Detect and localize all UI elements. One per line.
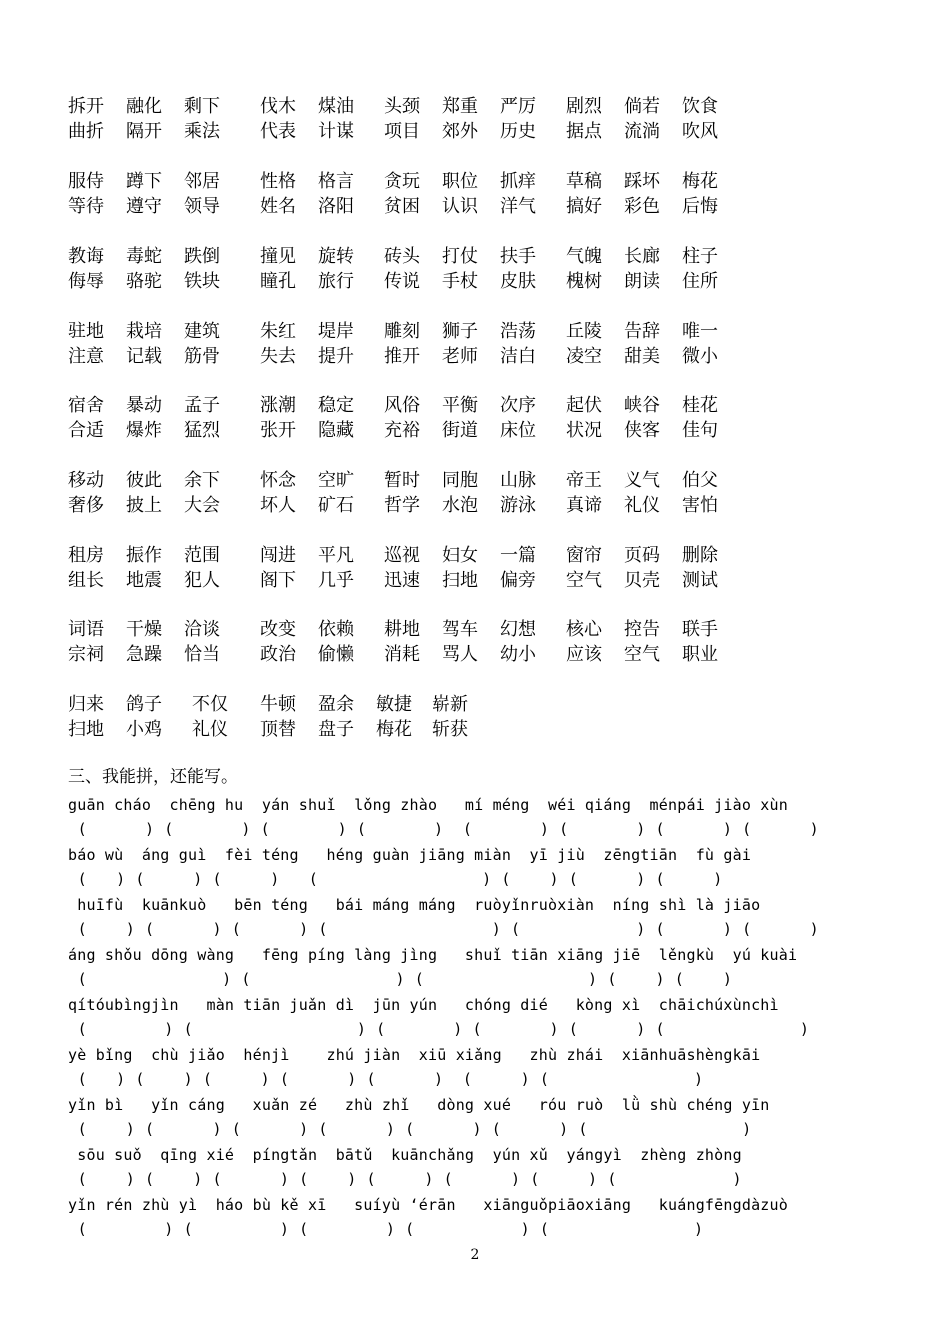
vocabulary-word: 彼此 <box>126 470 162 491</box>
vocabulary-word: 平衡 <box>442 395 478 416</box>
vocabulary-word: 撞见 <box>260 246 296 267</box>
vocabulary-word: 页码 <box>624 545 660 566</box>
vocabulary-word: 严厉 <box>500 96 536 117</box>
vocabulary-word: 长廊 <box>624 246 660 267</box>
pinyin-row: yè bǐng chù jiǎo hénjì zhú jiàn xiū xiǎng zhù zhái xiānhuāshèngkāi <box>68 1046 761 1064</box>
vocabulary-word: 迅速 <box>384 570 420 591</box>
vocabulary-word: 街道 <box>442 420 478 441</box>
vocabulary-word: 坏人 <box>260 495 296 516</box>
vocabulary-word: 贫困 <box>384 196 420 217</box>
vocabulary-word: 伯父 <box>682 470 718 491</box>
vocabulary-word: 职业 <box>682 644 718 665</box>
vocabulary-word: 柱子 <box>682 246 718 267</box>
vocabulary-word: 真谛 <box>566 495 602 516</box>
vocabulary-word: 暂时 <box>384 470 420 491</box>
vocabulary-word: 老师 <box>442 346 478 367</box>
answer-brackets-row[interactable]: ( ) ( ) ( ) ( ) ( ) ( ) ( ) <box>68 1120 752 1138</box>
vocabulary-word: 驾车 <box>442 619 478 640</box>
vocabulary-word: 租房 <box>68 545 104 566</box>
vocabulary-word: 害怕 <box>682 495 718 516</box>
vocabulary-word: 剩下 <box>184 96 220 117</box>
vocabulary-word: 邻居 <box>184 171 220 192</box>
vocabulary-word: 倘若 <box>624 96 660 117</box>
vocabulary-word: 丘陵 <box>566 321 602 342</box>
vocabulary-word: 扶手 <box>500 246 536 267</box>
vocabulary-word: 贝壳 <box>624 570 660 591</box>
vocabulary-word: 消耗 <box>384 644 420 665</box>
vocabulary-word: 空气 <box>566 570 602 591</box>
vocabulary-word: 小鸡 <box>126 719 162 740</box>
pinyin-row: huīfù kuānkuò bēn téng bái máng máng ruòyǐnruòxiàn níng shì là jiāo <box>68 896 761 914</box>
vocabulary-word: 后悔 <box>682 196 718 217</box>
vocabulary-word: 耕地 <box>384 619 420 640</box>
vocabulary-word: 流淌 <box>624 121 660 142</box>
vocabulary-word: 融化 <box>126 96 162 117</box>
vocabulary-word: 偏旁 <box>500 570 536 591</box>
vocabulary-word: 朗读 <box>624 271 660 292</box>
vocabulary-word: 遵守 <box>126 196 162 217</box>
vocabulary-word: 跌倒 <box>184 246 220 267</box>
vocabulary-word: 洋气 <box>500 196 536 217</box>
vocabulary-word: 拆开 <box>68 96 104 117</box>
vocabulary-word: 曲折 <box>68 121 104 142</box>
vocabulary-word: 教诲 <box>68 246 104 267</box>
vocabulary-word: 顶替 <box>260 719 296 740</box>
vocabulary-word: 峡谷 <box>624 395 660 416</box>
vocabulary-word: 崭新 <box>432 694 468 715</box>
vocabulary-word: 骆驼 <box>126 271 162 292</box>
vocabulary-word: 洛阳 <box>318 196 354 217</box>
vocabulary-word: 雕刻 <box>384 321 420 342</box>
vocabulary-word: 控告 <box>624 619 660 640</box>
vocabulary-word: 建筑 <box>184 321 220 342</box>
vocabulary-word: 起伏 <box>566 395 602 416</box>
vocabulary-word: 联手 <box>682 619 718 640</box>
vocabulary-word: 瞳孔 <box>260 271 296 292</box>
vocabulary-word: 同胞 <box>442 470 478 491</box>
vocabulary-word: 一篇 <box>500 545 536 566</box>
vocabulary-word: 词语 <box>68 619 104 640</box>
vocabulary-word: 毒蛇 <box>126 246 162 267</box>
vocabulary-word: 头颈 <box>384 96 420 117</box>
vocabulary-word: 梅花 <box>376 719 412 740</box>
answer-brackets-row[interactable]: ( ) ( ) ( ) ( ) ( ) ( ) ( ) ( ) <box>68 1170 743 1188</box>
vocabulary-word: 桂花 <box>682 395 718 416</box>
vocabulary-word: 推开 <box>384 346 420 367</box>
vocabulary-word: 注意 <box>68 346 104 367</box>
vocabulary-word: 奢侈 <box>68 495 104 516</box>
vocabulary-word: 改变 <box>260 619 296 640</box>
page-number: 2 <box>470 1247 480 1263</box>
answer-brackets-row[interactable]: ( ) ( ) ( ) ( ) ( ) <box>68 1220 704 1238</box>
vocabulary-word: 郑重 <box>442 96 478 117</box>
vocabulary-word: 性格 <box>260 171 296 192</box>
vocabulary-word: 骂人 <box>442 644 478 665</box>
vocabulary-word: 筋骨 <box>184 346 220 367</box>
vocabulary-word: 抓痒 <box>500 171 536 192</box>
vocabulary-word: 披上 <box>126 495 162 516</box>
vocabulary-word: 吹风 <box>682 121 718 142</box>
vocabulary-word: 贪玩 <box>384 171 420 192</box>
section-heading: 三、我能拼，还能写。 <box>68 767 238 787</box>
vocabulary-word: 矿石 <box>318 495 354 516</box>
vocabulary-word: 组长 <box>68 570 104 591</box>
vocabulary-word: 侠客 <box>624 420 660 441</box>
vocabulary-word: 地震 <box>126 570 162 591</box>
vocabulary-word: 剧烈 <box>566 96 602 117</box>
vocabulary-word: 提升 <box>318 346 354 367</box>
vocabulary-word: 旋转 <box>318 246 354 267</box>
vocabulary-word: 水泡 <box>442 495 478 516</box>
vocabulary-word: 蹲下 <box>126 171 162 192</box>
vocabulary-word: 彩色 <box>624 196 660 217</box>
vocabulary-word: 浩荡 <box>500 321 536 342</box>
pinyin-row: guān cháo chēng hu yán shuǐ lǒng zhào mí méng wéi qiáng ménpái jiào xùn <box>68 796 788 814</box>
vocabulary-word: 张开 <box>260 420 296 441</box>
vocabulary-word: 旅行 <box>318 271 354 292</box>
vocabulary-word: 扫地 <box>442 570 478 591</box>
vocabulary-word: 巡视 <box>384 545 420 566</box>
vocabulary-word: 历史 <box>500 121 536 142</box>
vocabulary-word: 牛顿 <box>260 694 296 715</box>
vocabulary-word: 测试 <box>682 570 718 591</box>
vocabulary-word: 偷懒 <box>318 644 354 665</box>
pinyin-row: sōu suǒ qīng xié píngtǎn bātǔ kuānchǎng yún xǔ yángyì zhèng zhòng <box>68 1146 742 1164</box>
pinyin-row: áng shǒu dōng wàng fēng píng làng jìng shuǐ tiān xiāng jiē lěngkù yú kuài <box>68 946 798 964</box>
vocabulary-word: 服侍 <box>68 171 104 192</box>
vocabulary-word: 隐藏 <box>318 420 354 441</box>
vocabulary-word: 振作 <box>126 545 162 566</box>
vocabulary-word: 猛烈 <box>184 420 220 441</box>
vocabulary-word: 草稿 <box>566 171 602 192</box>
vocabulary-word: 微小 <box>682 346 718 367</box>
vocabulary-word: 闯进 <box>260 545 296 566</box>
vocabulary-word: 朱红 <box>260 321 296 342</box>
vocabulary-word: 礼仪 <box>624 495 660 516</box>
vocabulary-word: 宗祠 <box>68 644 104 665</box>
vocabulary-word: 格言 <box>318 171 354 192</box>
vocabulary-word: 干燥 <box>126 619 162 640</box>
vocabulary-word: 宿舍 <box>68 395 104 416</box>
vocabulary-word: 几乎 <box>318 570 354 591</box>
vocabulary-word: 认识 <box>442 196 478 217</box>
vocabulary-word: 记载 <box>126 346 162 367</box>
vocabulary-word: 犯人 <box>184 570 220 591</box>
vocabulary-word: 扫地 <box>68 719 104 740</box>
vocabulary-word: 礼仪 <box>192 719 228 740</box>
vocabulary-word: 据点 <box>566 121 602 142</box>
pinyin-row: qítóubìngjìn màn tiān juǎn dì jūn yún chóng dié kòng xì chāichúxùnchì <box>68 996 779 1014</box>
vocabulary-word: 爆炸 <box>126 420 162 441</box>
vocabulary-word: 甜美 <box>624 346 660 367</box>
vocabulary-word: 狮子 <box>442 321 478 342</box>
vocabulary-word: 游泳 <box>500 495 536 516</box>
vocabulary-word: 阁下 <box>260 570 296 591</box>
vocabulary-word: 气魄 <box>566 246 602 267</box>
vocabulary-word: 姓名 <box>260 196 296 217</box>
vocabulary-word: 帝王 <box>566 470 602 491</box>
vocabulary-word: 铁块 <box>184 271 220 292</box>
vocabulary-word: 大会 <box>184 495 220 516</box>
vocabulary-word: 幼小 <box>500 644 536 665</box>
vocabulary-word: 急躁 <box>126 644 162 665</box>
vocabulary-word: 佳句 <box>682 420 718 441</box>
vocabulary-word: 幻想 <box>500 619 536 640</box>
vocabulary-word: 归来 <box>68 694 104 715</box>
vocabulary-word: 计谋 <box>318 121 354 142</box>
vocabulary-word: 哲学 <box>384 495 420 516</box>
vocabulary-word: 政治 <box>260 644 296 665</box>
answer-brackets-row[interactable]: ( ) ( ) ( ) ( ) ( ) ( ) ( ) <box>68 1070 704 1088</box>
vocabulary-word: 不仅 <box>192 694 228 715</box>
vocabulary-word: 洁白 <box>500 346 536 367</box>
vocabulary-word: 稳定 <box>318 395 354 416</box>
vocabulary-word: 洽谈 <box>184 619 220 640</box>
vocabulary-word: 合适 <box>68 420 104 441</box>
pinyin-row: yǐn bì yǐn cáng xuǎn zé zhù zhǐ dòng xué róu ruò lǜ shù chéng yīn <box>68 1096 770 1114</box>
vocabulary-word: 斩获 <box>432 719 468 740</box>
vocabulary-word: 槐树 <box>566 271 602 292</box>
vocabulary-word: 移动 <box>68 470 104 491</box>
vocabulary-word: 敏捷 <box>376 694 412 715</box>
vocabulary-word: 应该 <box>566 644 602 665</box>
vocabulary-word: 风俗 <box>384 395 420 416</box>
vocabulary-word: 失去 <box>260 346 296 367</box>
answer-brackets-row[interactable]: ( ) ( ) ( ) ( ) ( ) ( ) ( ) ( ) <box>68 820 820 838</box>
vocabulary-word: 搞好 <box>566 196 602 217</box>
vocabulary-word: 充裕 <box>384 420 420 441</box>
vocabulary-word: 踩坏 <box>624 171 660 192</box>
vocabulary-word: 山脉 <box>500 470 536 491</box>
vocabulary-word: 等待 <box>68 196 104 217</box>
vocabulary-word: 余下 <box>184 470 220 491</box>
vocabulary-word: 空旷 <box>318 470 354 491</box>
vocabulary-word: 怀念 <box>260 470 296 491</box>
vocabulary-word: 空气 <box>624 644 660 665</box>
vocabulary-word: 驻地 <box>68 321 104 342</box>
vocabulary-word: 暴动 <box>126 395 162 416</box>
vocabulary-word: 盈余 <box>318 694 354 715</box>
vocabulary-word: 平凡 <box>318 545 354 566</box>
vocabulary-word: 范围 <box>184 545 220 566</box>
vocabulary-word: 义气 <box>624 470 660 491</box>
pinyin-row: báo wù áng guì fèi téng héng guàn jiāng miàn yī jiù zēngtiān fù gài <box>68 846 752 864</box>
answer-brackets-row[interactable]: ( ) ( ) ( ) ( ) ( ) ( ) ( ) <box>68 870 723 888</box>
vocabulary-word: 唯一 <box>682 321 718 342</box>
answer-brackets-row[interactable]: ( ) ( ) ( ) ( ) ( ) ( ) ( ) <box>68 920 820 938</box>
vocabulary-word: 盘子 <box>318 719 354 740</box>
vocabulary-word: 孟子 <box>184 395 220 416</box>
vocabulary-word: 凌空 <box>566 346 602 367</box>
pinyin-row: yǐn rén zhù yì háo bù kě xī suíyù ‘érān xiānguǒpiāoxiāng kuángfēngdàzuò <box>68 1196 788 1214</box>
vocabulary-word: 告辞 <box>624 321 660 342</box>
vocabulary-word: 项目 <box>384 121 420 142</box>
vocabulary-word: 代表 <box>260 121 296 142</box>
vocabulary-word: 煤油 <box>318 96 354 117</box>
vocabulary-word: 职位 <box>442 171 478 192</box>
vocabulary-word: 住所 <box>682 271 718 292</box>
vocabulary-word: 打仗 <box>442 246 478 267</box>
vocabulary-word: 床位 <box>500 420 536 441</box>
vocabulary-word: 堤岸 <box>318 321 354 342</box>
vocabulary-word: 侮辱 <box>68 271 104 292</box>
answer-brackets-row[interactable]: ( ) ( ) ( ) ( ) ( ) <box>68 970 733 988</box>
vocabulary-word: 郊外 <box>442 121 478 142</box>
vocabulary-word: 皮肤 <box>500 271 536 292</box>
vocabulary-word: 状况 <box>566 420 602 441</box>
vocabulary-word: 妇女 <box>442 545 478 566</box>
vocabulary-word: 依赖 <box>318 619 354 640</box>
answer-brackets-row[interactable]: ( ) ( ) ( ) ( ) ( ) ( ) <box>68 1020 810 1038</box>
vocabulary-word: 栽培 <box>126 321 162 342</box>
vocabulary-word: 手杖 <box>442 271 478 292</box>
vocabulary-word: 隔开 <box>126 121 162 142</box>
vocabulary-word: 乘法 <box>184 121 220 142</box>
vocabulary-word: 领导 <box>184 196 220 217</box>
vocabulary-word: 鸽子 <box>126 694 162 715</box>
vocabulary-word: 次序 <box>500 395 536 416</box>
vocabulary-word: 伐木 <box>260 96 296 117</box>
vocabulary-word: 窗帘 <box>566 545 602 566</box>
vocabulary-word: 删除 <box>682 545 718 566</box>
vocabulary-word: 核心 <box>566 619 602 640</box>
vocabulary-word: 饮食 <box>682 96 718 117</box>
vocabulary-word: 梅花 <box>682 171 718 192</box>
vocabulary-word: 砖头 <box>384 246 420 267</box>
vocabulary-word: 传说 <box>384 271 420 292</box>
vocabulary-word: 恰当 <box>184 644 220 665</box>
vocabulary-word: 涨潮 <box>260 395 296 416</box>
